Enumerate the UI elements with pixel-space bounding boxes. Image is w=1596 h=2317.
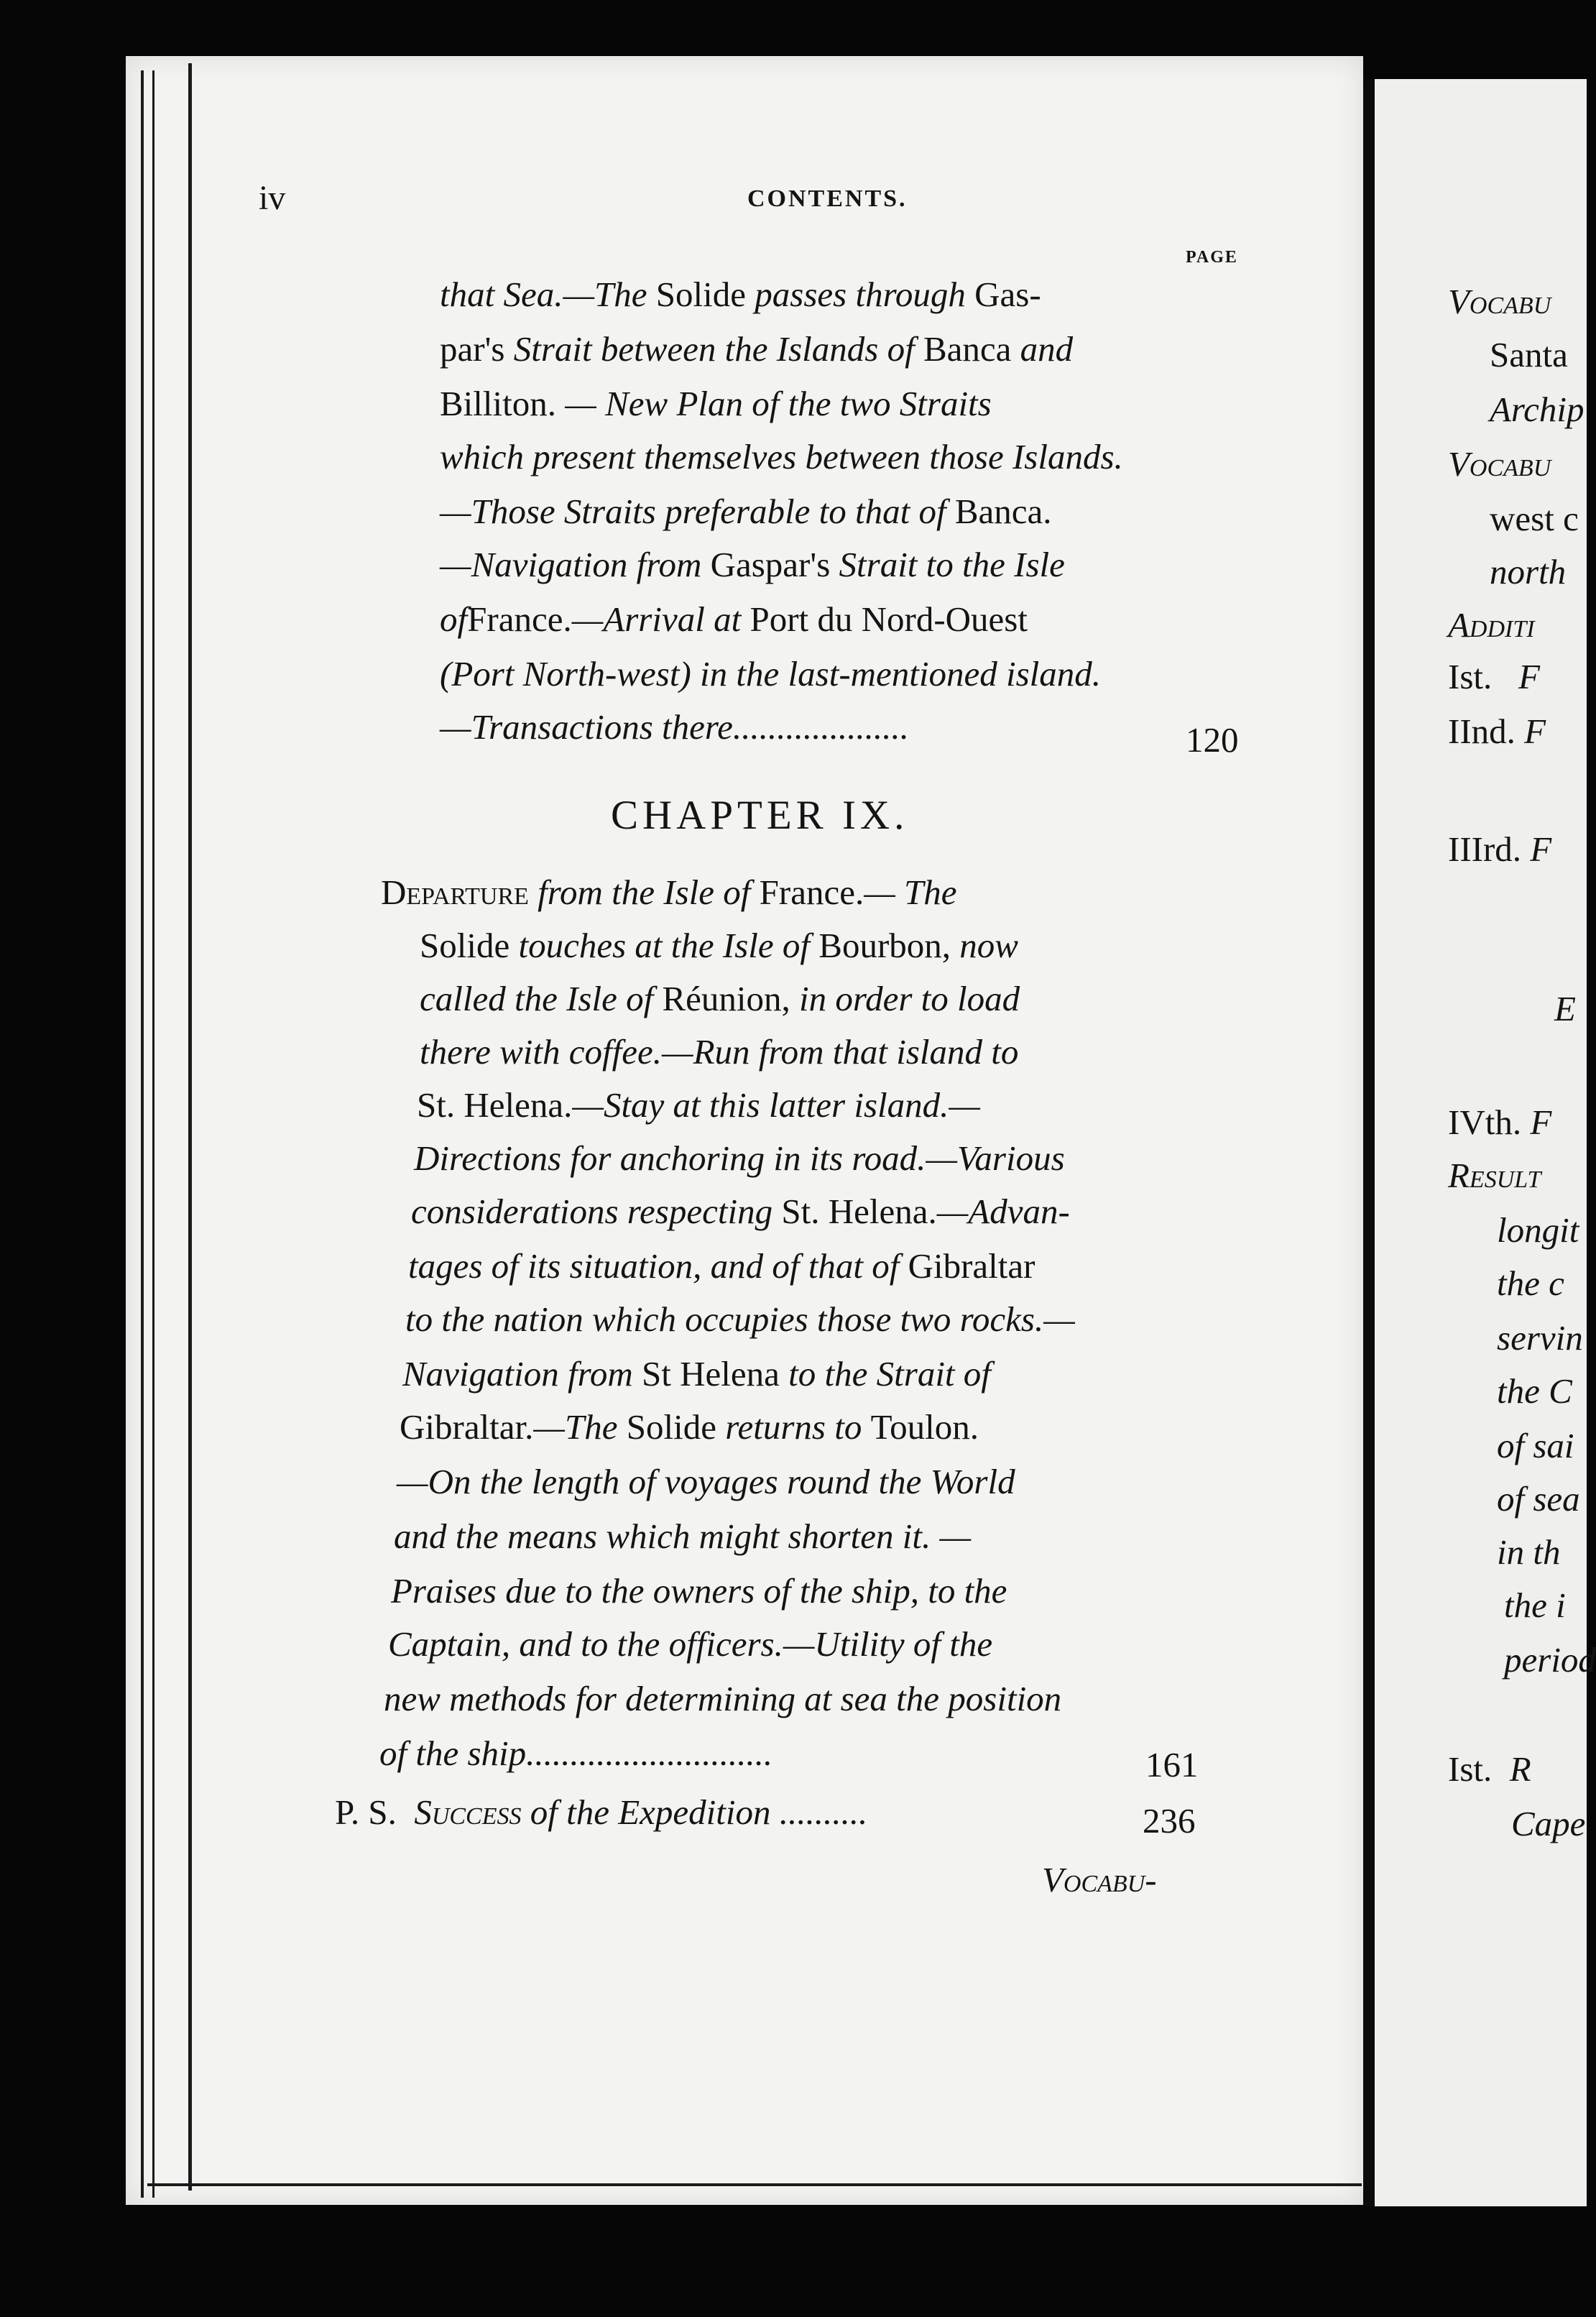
- page-gutter-line: [188, 63, 192, 2191]
- contents-line: Navigation from St Helena to the Strait of: [402, 1354, 991, 1394]
- page-edge-line: [141, 70, 144, 2198]
- contents-line: Cape: [1511, 1804, 1586, 1843]
- contents-line: Vocabu: [1448, 282, 1551, 321]
- contents-line: longit: [1497, 1210, 1579, 1250]
- contents-line: par's Strait between the Islands of Banca and: [440, 329, 1074, 369]
- contents-line: (Port North-west) in the last-mentioned island.: [440, 654, 1102, 694]
- contents-line: Gibraltar.—The Solide returns to Toulon.: [400, 1407, 979, 1447]
- contents-line: P. S. Success of the Expedition ..........: [335, 1792, 868, 1832]
- book-page-right: [1375, 79, 1596, 2206]
- contents-line: Ist. R: [1448, 1749, 1531, 1789]
- page-title: CONTENTS.: [747, 185, 908, 212]
- contents-line: the i: [1504, 1585, 1566, 1625]
- catchword: Vocabu-: [1042, 1860, 1157, 1899]
- contents-line: there with coffee.—Run from that island to: [420, 1032, 1019, 1072]
- page-edge-line: [152, 70, 154, 2198]
- page-gutter-shadow: [1363, 79, 1375, 2206]
- page-ref: 161: [1145, 1745, 1199, 1784]
- contents-line: of the ship............................: [379, 1733, 773, 1773]
- contents-line: Billiton. — New Plan of the two Straits: [440, 384, 992, 423]
- contents-line: west c: [1490, 499, 1579, 538]
- contents-line: Archip: [1490, 390, 1585, 429]
- page-bottom-edge: [147, 2183, 1362, 2186]
- page-ref: 120: [1186, 720, 1239, 760]
- contents-line: tages of its situation, and of that of Gibraltar: [408, 1246, 1035, 1286]
- contents-line: in th: [1497, 1532, 1561, 1572]
- contents-line: Solide touches at the Isle of Bourbon, now: [420, 926, 1018, 965]
- contents-line: the c: [1497, 1263, 1564, 1303]
- contents-line: considerations respecting St. Helena.—Advan-: [411, 1192, 1070, 1231]
- contents-line: Additi: [1448, 605, 1535, 645]
- page-ref: 236: [1143, 1801, 1196, 1841]
- contents-line: called the Isle of Réunion, in order to load: [420, 979, 1020, 1018]
- contents-line: Vocabu: [1448, 444, 1551, 484]
- contents-line: Directions for anchoring in its road.—Various: [414, 1138, 1065, 1178]
- contents-line: Captain, and to the officers.—Utility of the: [388, 1624, 993, 1664]
- contents-line: IVth. F: [1448, 1102, 1552, 1142]
- contents-line: —On the length of voyages round the World: [397, 1462, 1015, 1501]
- contents-line: E: [1554, 989, 1576, 1028]
- contents-line: —Transactions there....................: [440, 707, 909, 747]
- contents-line: St. Helena.—Stay at this latter island.—: [417, 1085, 980, 1125]
- contents-line: Ist. F: [1448, 657, 1540, 696]
- page-number-roman: iv: [259, 179, 286, 217]
- contents-line: and the means which might shorten it. —: [394, 1516, 972, 1556]
- contents-line: of sai: [1497, 1426, 1574, 1465]
- contents-line: Praises due to the owners of the ship, to the: [391, 1571, 1007, 1611]
- contents-line: Result: [1448, 1156, 1541, 1195]
- contents-line: ofFrance.—Arrival at Port du Nord-Ouest: [440, 599, 1028, 639]
- chapter-heading: CHAPTER IX.: [611, 793, 909, 838]
- contents-line: the C: [1497, 1371, 1572, 1411]
- contents-line: period: [1504, 1640, 1596, 1680]
- contents-line: north: [1490, 552, 1567, 591]
- page-column-label: PAGE: [1186, 248, 1238, 267]
- contents-line: which present themselves between those Islands.: [440, 437, 1123, 476]
- contents-line: to the nation which occupies those two rocks.—: [405, 1299, 1075, 1339]
- contents-line: IInd. F: [1448, 711, 1546, 751]
- contents-line: new methods for determining at sea the position: [384, 1679, 1062, 1718]
- contents-line: Departure from the Isle of France.— The: [381, 872, 957, 912]
- contents-line: —Those Straits preferable to that of Banca.: [440, 492, 1052, 531]
- contents-line: Santa: [1490, 335, 1568, 374]
- contents-line: IIIrd. F: [1448, 829, 1552, 869]
- contents-line: that Sea.—The Solide passes through Gas-: [440, 275, 1041, 314]
- contents-line: —Navigation from Gaspar's Strait to the Isle: [440, 545, 1065, 584]
- contents-line: of sea: [1497, 1479, 1580, 1519]
- book-page-left: [126, 56, 1363, 2205]
- contents-line: servin: [1497, 1318, 1583, 1358]
